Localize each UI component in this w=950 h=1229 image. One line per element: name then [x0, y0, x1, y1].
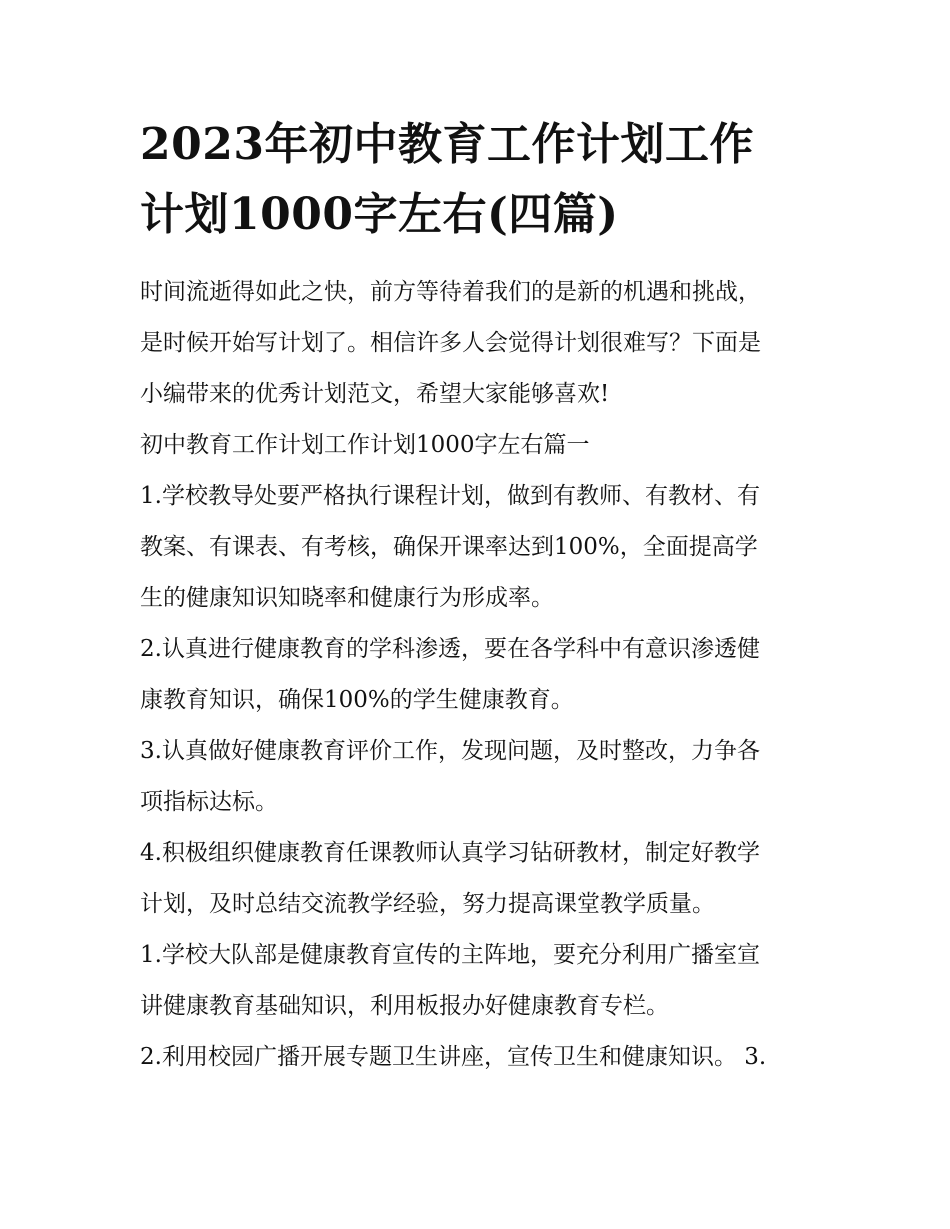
text-line: 生的健康知识知晓率和健康行为形成率。: [140, 585, 554, 611]
document-body: [140, 267, 812, 1083]
intro-paragraph: [140, 267, 812, 420]
text-line: 康教育知识，确保100%的学生健康教育。: [140, 687, 574, 713]
title-line: 2023年初中教育工作计划工作: [140, 119, 754, 170]
text-line: 是时候开始写计划了。相信许多人会觉得计划很难写？下面是: [140, 330, 761, 356]
text-line: 项指标达标。: [140, 789, 278, 815]
text-line: 4.积极组织健康教育任课教师认真学习钻研教材，制定好教学: [140, 840, 760, 866]
list-item-paragraph: [140, 1032, 812, 1083]
text-line: 3.认真做好健康教育评价工作，发现问题，及时整改，力争各: [140, 738, 760, 764]
list-item-paragraph: [140, 828, 812, 930]
text-line: 1.学校教导处要严格执行课程计划，做到有教师、有教材、有: [140, 483, 760, 509]
text-line: 2.认真进行健康教育的学科渗透，要在各学科中有意识渗透健: [140, 636, 760, 662]
text-line: 时间流逝得如此之快，前方等待着我们的是新的机遇和挑战，: [140, 279, 761, 305]
text-line: 初中教育工作计划工作计划1000字左右篇一: [140, 432, 590, 458]
document-title: [140, 110, 812, 250]
text-line: 1.学校大队部是健康教育宣传的主阵地，要充分利用广播室宣: [140, 942, 760, 968]
list-item-paragraph: [140, 471, 812, 624]
text-line: 小编带来的优秀计划范文，希望大家能够喜欢!: [140, 381, 610, 407]
text-line: 讲健康教育基础知识，利用板报办好健康教育专栏。: [140, 993, 669, 1019]
title-line: 计划1000字左右(四篇): [140, 189, 619, 240]
text-line: 计划，及时总结交流教学经验，努力提高课堂教学质量。: [140, 891, 715, 917]
section-heading: [140, 420, 812, 471]
list-item-paragraph: [140, 726, 812, 828]
text-line: 教案、有课表、有考核，确保开课率达到100%，全面提高学: [140, 534, 758, 560]
document-page: [140, 110, 812, 1083]
text-line: 2.利用校园广播开展专题卫生讲座，宣传卫生和健康知识。 3.: [140, 1044, 767, 1070]
list-item-paragraph: [140, 624, 812, 726]
list-item-paragraph: [140, 930, 812, 1032]
